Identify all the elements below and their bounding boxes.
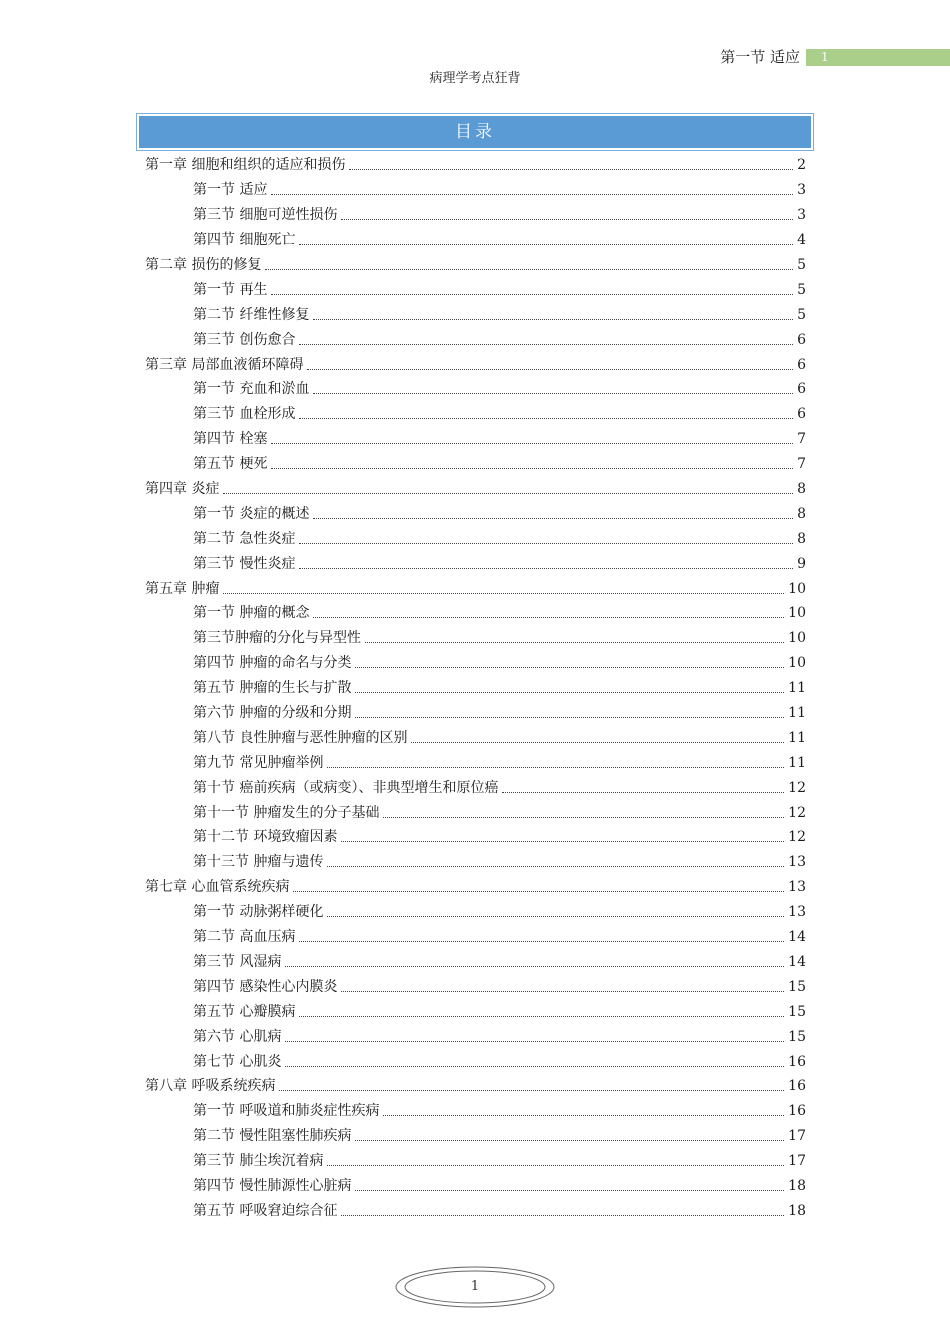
toc-section-entry[interactable] bbox=[145, 1198, 806, 1223]
toc-dot-leader bbox=[271, 438, 793, 444]
toc-entry-title: 第五节 肿瘤的生长与扩散 bbox=[193, 680, 352, 697]
toc-section-entry[interactable] bbox=[145, 1099, 806, 1124]
toc-entry-title: 第六节 肿瘤的分级和分期 bbox=[193, 705, 352, 722]
toc-dot-leader bbox=[299, 1011, 784, 1017]
toc-dot-leader bbox=[327, 1160, 784, 1166]
toc-heading: 目录 bbox=[137, 114, 813, 150]
toc-entry-page: 9 bbox=[797, 555, 806, 572]
toc-entry-page: 13 bbox=[788, 879, 806, 896]
toc-entry-page: 11 bbox=[788, 705, 806, 722]
toc-entry-page: 5 bbox=[797, 306, 806, 323]
toc-entry-page: 12 bbox=[788, 829, 806, 846]
toc-entry-title: 第三节 风湿病 bbox=[193, 953, 282, 970]
toc-dot-leader bbox=[313, 612, 784, 618]
toc-section-entry[interactable] bbox=[145, 750, 806, 775]
toc-section-entry[interactable] bbox=[145, 701, 806, 726]
toc-section-entry[interactable] bbox=[145, 551, 806, 576]
toc-section-entry[interactable] bbox=[145, 800, 806, 825]
toc-entry-title: 第一节 充血和淤血 bbox=[193, 381, 310, 398]
toc-dot-leader bbox=[299, 538, 793, 544]
toc-entry-page: 10 bbox=[788, 655, 806, 672]
toc-entry-title: 第四节 慢性肺源性心脏病 bbox=[193, 1177, 352, 1194]
toc-chapter-entry[interactable] bbox=[145, 1074, 806, 1099]
toc-dot-leader bbox=[299, 413, 793, 419]
toc-entry-title: 第三节 慢性炎症 bbox=[193, 555, 296, 572]
toc-entry-page: 14 bbox=[788, 953, 806, 970]
toc-entry-page: 14 bbox=[788, 929, 806, 946]
toc-section-entry[interactable] bbox=[145, 1149, 806, 1174]
toc-section-entry[interactable] bbox=[145, 999, 806, 1024]
toc-section-entry[interactable] bbox=[145, 501, 806, 526]
toc-entry-title: 第四节 肿瘤的命名与分类 bbox=[193, 655, 352, 672]
toc-entry-page: 7 bbox=[797, 431, 806, 448]
toc-dot-leader bbox=[502, 787, 784, 793]
toc-entry-page: 6 bbox=[797, 331, 806, 348]
toc-entry-page: 13 bbox=[788, 904, 806, 921]
toc-entry-page: 16 bbox=[788, 1078, 806, 1095]
toc-dot-leader bbox=[355, 712, 784, 718]
toc-section-entry[interactable] bbox=[145, 1049, 806, 1074]
toc-dot-leader bbox=[327, 861, 784, 867]
toc-entry-page: 17 bbox=[788, 1153, 806, 1170]
toc-section-entry[interactable] bbox=[145, 203, 806, 228]
toc-entry-title: 第五章 肿瘤 bbox=[145, 580, 220, 597]
toc-dot-leader bbox=[341, 1210, 784, 1216]
toc-entry-title: 第二节 急性炎症 bbox=[193, 530, 296, 547]
toc-entry-page: 8 bbox=[797, 481, 806, 498]
toc-dot-leader bbox=[299, 339, 793, 345]
toc-section-entry[interactable] bbox=[145, 725, 806, 750]
toc-entry-title: 第一节 动脉粥样硬化 bbox=[193, 904, 324, 921]
toc-dot-leader bbox=[355, 662, 784, 668]
toc-entry-title: 第二节 纤维性修复 bbox=[193, 306, 310, 323]
toc-entry-title: 第一节 炎症的概述 bbox=[193, 505, 310, 522]
toc-dot-leader bbox=[307, 364, 793, 370]
toc-entry-title: 第二节 慢性阻塞性肺疾病 bbox=[193, 1128, 352, 1145]
toc-entry-title: 第四章 炎症 bbox=[145, 481, 220, 498]
toc-section-entry[interactable] bbox=[145, 402, 806, 427]
toc-entry-title: 第十二节 环境致瘤因素 bbox=[193, 829, 338, 846]
toc-entry-title: 第三节肿瘤的分化与异型性 bbox=[193, 630, 361, 647]
toc-entry-title: 第十一节 肿瘤发生的分子基础 bbox=[193, 804, 380, 821]
toc-entry-page: 7 bbox=[797, 456, 806, 473]
toc-section-entry[interactable] bbox=[145, 626, 806, 651]
toc-dot-leader bbox=[341, 986, 784, 992]
toc-entry-title: 第二章 损伤的修复 bbox=[145, 257, 262, 273]
toc-entry-title: 第二节 高血压病 bbox=[193, 929, 296, 946]
toc-entry-page: 11 bbox=[788, 680, 806, 697]
toc-entry-title: 第八节 良性肿瘤与恶性肿瘤的区别 bbox=[193, 729, 408, 746]
toc-entry-title: 第一章 细胞和组织的适应和损伤 bbox=[145, 157, 346, 174]
toc-chapter-entry[interactable] bbox=[145, 477, 806, 502]
toc-entry-title: 第四节 感染性心内膜炎 bbox=[193, 978, 338, 995]
toc-entry-page: 3 bbox=[797, 207, 806, 224]
toc-section-entry[interactable] bbox=[145, 925, 806, 950]
toc-dot-leader bbox=[383, 1110, 784, 1116]
toc-entry-page: 15 bbox=[788, 978, 806, 995]
toc-entry-page: 18 bbox=[788, 1177, 806, 1194]
toc-dot-leader bbox=[299, 936, 784, 942]
toc-dot-leader bbox=[313, 513, 793, 519]
toc-entry-title: 第六节 心肌病 bbox=[193, 1028, 282, 1045]
toc-dot-leader bbox=[411, 737, 784, 743]
toc-dot-leader bbox=[279, 1085, 784, 1091]
toc-entry-title: 第五节 呼吸窘迫综合征 bbox=[193, 1202, 338, 1219]
toc-chapter-entry[interactable] bbox=[145, 352, 806, 377]
toc-dot-leader bbox=[299, 563, 793, 569]
running-header-section: 第一节 适应 bbox=[720, 48, 800, 66]
toc-dot-leader bbox=[341, 214, 793, 220]
toc-section-entry[interactable] bbox=[145, 1024, 806, 1049]
toc-entry-title: 第三节 血栓形成 bbox=[193, 406, 296, 423]
toc-section-entry[interactable] bbox=[145, 277, 806, 302]
toc-section-entry[interactable] bbox=[145, 651, 806, 676]
toc-entry-title: 第四节 栓塞 bbox=[193, 431, 268, 448]
toc-dot-leader bbox=[223, 488, 793, 494]
toc-entry-page: 8 bbox=[797, 530, 806, 547]
toc-dot-leader bbox=[285, 1036, 784, 1042]
toc-entry-title: 第一节 再生 bbox=[193, 281, 268, 298]
toc-dot-leader bbox=[341, 836, 784, 842]
toc-dot-leader bbox=[355, 1185, 784, 1191]
toc-dot-leader bbox=[223, 588, 784, 594]
toc-entry-page: 6 bbox=[797, 356, 806, 373]
toc-chapter-entry[interactable] bbox=[145, 153, 806, 178]
toc-entry-page: 5 bbox=[797, 257, 806, 273]
toc-section-entry[interactable] bbox=[145, 900, 806, 925]
toc-dot-leader bbox=[327, 911, 784, 917]
toc-entry-page: 10 bbox=[788, 580, 806, 597]
toc-dot-leader bbox=[355, 1135, 784, 1141]
toc-section-entry[interactable] bbox=[145, 1124, 806, 1149]
toc-section-entry[interactable] bbox=[145, 974, 806, 999]
toc-dot-leader bbox=[313, 388, 793, 394]
toc-entry-page: 15 bbox=[788, 1003, 806, 1020]
toc-section-entry[interactable] bbox=[145, 601, 806, 626]
toc-dot-leader bbox=[285, 961, 784, 967]
toc-dot-leader bbox=[327, 762, 784, 768]
toc-dot-leader bbox=[313, 314, 793, 320]
footer-page-number: 1 bbox=[470, 1279, 480, 1294]
toc-dot-leader bbox=[271, 463, 793, 469]
toc-dot-leader bbox=[383, 812, 784, 818]
toc-dot-leader bbox=[265, 264, 793, 270]
toc-entry-title: 第十三节 肿瘤与遗传 bbox=[193, 854, 324, 871]
toc-entry-page: 16 bbox=[788, 1103, 806, 1120]
toc-section-entry[interactable] bbox=[145, 1174, 806, 1199]
toc-entry-page: 4 bbox=[797, 232, 806, 249]
toc-entry-page: 3 bbox=[797, 182, 806, 199]
toc-entry-page: 5 bbox=[797, 281, 806, 298]
toc-entry-page: 2 bbox=[797, 157, 806, 174]
toc-section-entry[interactable] bbox=[145, 850, 806, 875]
toc-section-entry[interactable] bbox=[145, 302, 806, 327]
toc-entry-page: 12 bbox=[788, 779, 806, 796]
toc-entry-page: 10 bbox=[788, 605, 806, 622]
toc-entry-page: 8 bbox=[797, 505, 806, 522]
toc-entry-title: 第七节 心肌炎 bbox=[193, 1053, 282, 1070]
toc-entry-page: 11 bbox=[788, 729, 806, 746]
toc-entry-title: 第一节 肿瘤的概念 bbox=[193, 605, 310, 622]
toc-entry-page: 15 bbox=[788, 1028, 806, 1045]
toc-entry-page: 18 bbox=[788, 1202, 806, 1219]
toc-entry-title: 第三节 细胞可逆性损伤 bbox=[193, 207, 338, 224]
toc-entry-page: 16 bbox=[788, 1053, 806, 1070]
toc-section-entry[interactable] bbox=[145, 377, 806, 402]
toc-dot-leader bbox=[271, 289, 793, 295]
header-page-number: 1 bbox=[821, 50, 829, 64]
toc-chapter-entry[interactable] bbox=[145, 253, 806, 278]
toc-entry-title: 第三章 局部血液循环障碍 bbox=[145, 356, 304, 373]
toc-section-entry[interactable] bbox=[145, 327, 806, 352]
toc-entry-title: 第三节 创伤愈合 bbox=[193, 331, 296, 348]
toc-entry-page: 12 bbox=[788, 804, 806, 821]
toc-dot-leader bbox=[365, 637, 784, 643]
toc-entry-title: 第三节 肺尘埃沉着病 bbox=[193, 1153, 324, 1170]
toc-entry-title: 第九节 常见肿瘤举例 bbox=[193, 754, 324, 771]
header-page-badge bbox=[806, 49, 950, 66]
toc-chapter-entry[interactable] bbox=[145, 576, 806, 601]
toc-entry-title: 第十节 癌前疾病（或病变）、非典型增生和原位癌 bbox=[193, 779, 499, 796]
toc-dot-leader bbox=[355, 687, 784, 693]
toc-entry-page: 17 bbox=[788, 1128, 806, 1145]
toc-entry-title: 第八章 呼吸系统疾病 bbox=[145, 1078, 276, 1095]
page-footer bbox=[394, 1265, 556, 1309]
toc-entry-page: 10 bbox=[788, 630, 806, 647]
toc-section-entry[interactable] bbox=[145, 228, 806, 253]
toc-dot-leader bbox=[271, 189, 793, 195]
toc-section-entry[interactable] bbox=[145, 452, 806, 477]
toc-dot-leader bbox=[299, 239, 793, 245]
table-of-contents bbox=[145, 153, 806, 1223]
toc-entry-title: 第一节 适应 bbox=[193, 182, 268, 199]
toc-dot-leader bbox=[349, 164, 793, 170]
toc-entry-title: 第四节 细胞死亡 bbox=[193, 232, 296, 249]
toc-entry-page: 6 bbox=[797, 406, 806, 423]
toc-entry-title: 第五节 心瓣膜病 bbox=[193, 1003, 296, 1020]
toc-section-entry[interactable] bbox=[145, 676, 806, 701]
toc-chapter-entry[interactable] bbox=[145, 875, 806, 900]
toc-section-entry[interactable] bbox=[145, 178, 806, 203]
toc-entry-title: 第七章 心血管系统疾病 bbox=[145, 879, 290, 896]
toc-section-entry[interactable] bbox=[145, 950, 806, 975]
toc-section-entry[interactable] bbox=[145, 427, 806, 452]
toc-dot-leader bbox=[285, 1061, 784, 1067]
document-title: 病理学考点狂背 bbox=[429, 71, 521, 86]
toc-entry-page: 6 bbox=[797, 381, 806, 398]
toc-entry-page: 13 bbox=[788, 854, 806, 871]
toc-section-entry[interactable] bbox=[145, 775, 806, 800]
toc-entry-page: 11 bbox=[788, 754, 806, 771]
toc-entry-title: 第一节 呼吸道和肺炎症性疾病 bbox=[193, 1103, 380, 1120]
toc-section-entry[interactable] bbox=[145, 825, 806, 850]
toc-section-entry[interactable] bbox=[145, 526, 806, 551]
toc-dot-leader bbox=[293, 886, 784, 892]
toc-entry-title: 第五节 梗死 bbox=[193, 456, 268, 473]
